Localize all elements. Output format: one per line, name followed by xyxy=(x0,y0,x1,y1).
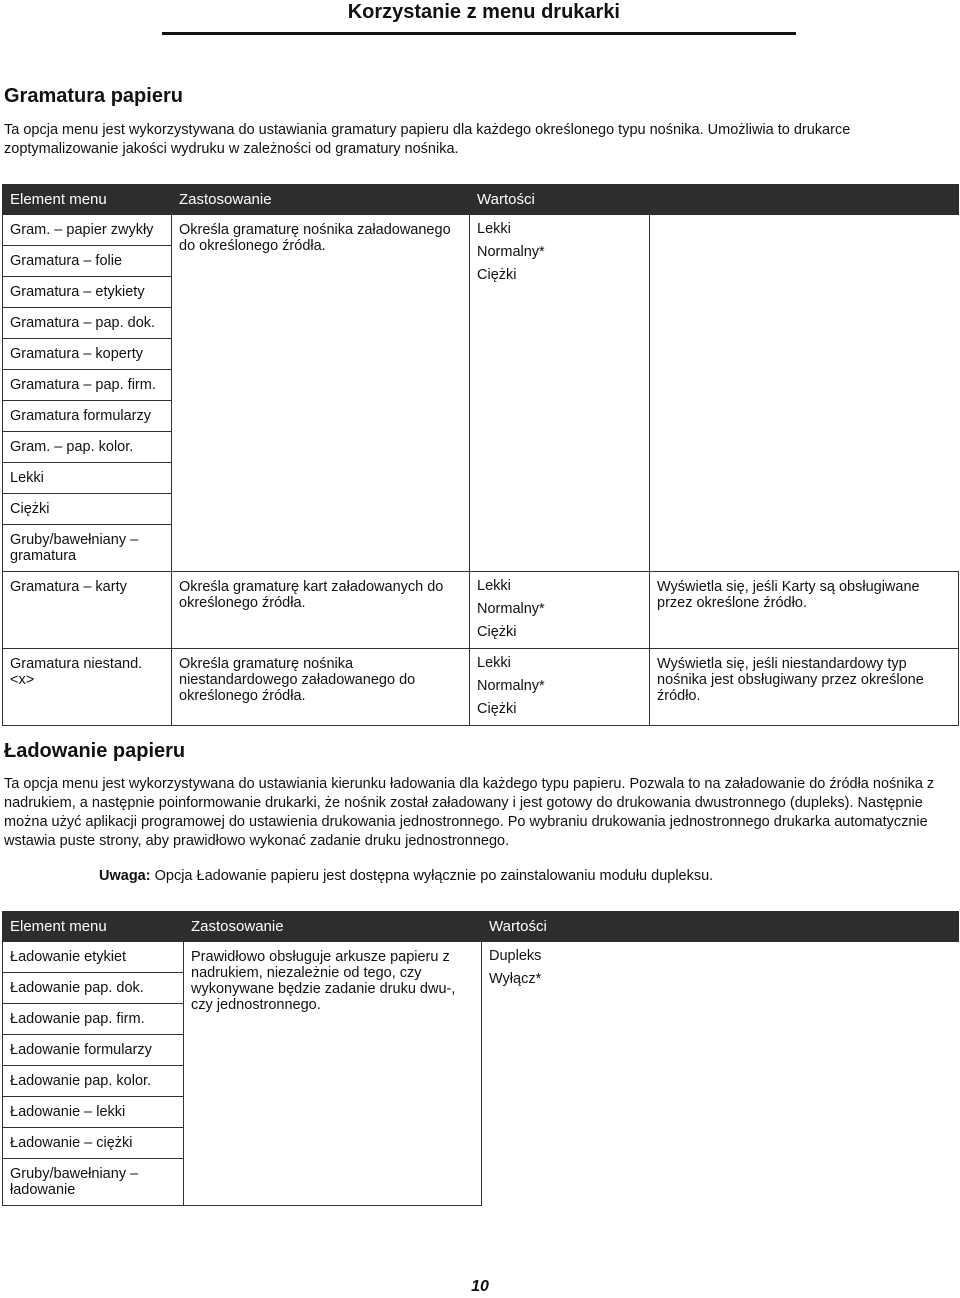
note-cell: Wyświetla się, jeśli Karty są obsługiwane przez określone źródło. xyxy=(650,572,959,649)
menu-item-cell: Gramatura formularzy xyxy=(3,401,172,432)
value-option: Lekki xyxy=(477,221,511,237)
menu-item-cell: Gramatura niestand. <x> xyxy=(3,649,172,726)
value-option: Normalny* xyxy=(477,678,545,694)
menu-item-cell: Ładowanie pap. dok. xyxy=(3,973,184,1004)
values-cell xyxy=(482,942,959,1206)
menu-item-cell: Ciężki xyxy=(3,494,172,525)
note xyxy=(99,867,713,886)
note-text: Opcja Ładowanie papieru jest dostępna wyłącznie po zainstalowaniu modułu dupleksu. xyxy=(154,868,714,884)
menu-item-cell: Ładowanie formularzy xyxy=(3,1035,184,1066)
column-header: Wartości xyxy=(482,912,959,942)
page-number: 10 xyxy=(471,1278,489,1295)
usage-cell: Prawidłowo obsługuje arkusze papieru z nadrukiem, niezależnie od tego, czy wykonywane będzie zadanie druku dwu-, czy jednostronnego. xyxy=(184,942,482,1206)
menu-item-cell: Gruby/bawełniany – ładowanie xyxy=(3,1159,184,1206)
column-header: Element menu xyxy=(3,912,184,942)
header-rule xyxy=(162,32,796,35)
menu-item-cell: Gramatura – pap. firm. xyxy=(3,370,172,401)
section-intro-gramatura: Ta opcja menu jest wykorzystywana do ustawiania gramatury papieru dla każdego określonego typu nośnika. Umożliwia to drukarce zoptymalizowanie jakości wydruku w zależności od gramatury nośnika. xyxy=(4,122,851,157)
menu-item-cell: Ładowanie pap. kolor. xyxy=(3,1066,184,1097)
section-title-gramatura: Gramatura papieru xyxy=(4,85,183,107)
value-option: Normalny* xyxy=(477,601,545,617)
menu-item-cell: Gramatura – karty xyxy=(3,572,172,649)
table-row xyxy=(3,649,959,726)
page-header-title: Korzystanie z menu drukarki xyxy=(347,1,620,23)
menu-item-cell: Ładowanie etykiet xyxy=(3,942,184,973)
menu-item-cell: Gruby/bawełniany – gramatura xyxy=(3,525,172,572)
menu-item-cell: Gramatura – koperty xyxy=(3,339,172,370)
usage-cell: Określa gramaturę nośnika niestandardowego załadowanego do określonego źródła. xyxy=(172,649,470,726)
table-row xyxy=(3,572,959,649)
note-label: Uwaga: xyxy=(99,868,151,884)
menu-item-cell: Gram. – pap. kolor. xyxy=(3,432,172,463)
column-header: Element menu xyxy=(3,185,172,215)
value-option: Normalny* xyxy=(477,244,545,260)
menu-item-cell: Gramatura – folie xyxy=(3,246,172,277)
section-title-ladowanie: Ładowanie papieru xyxy=(4,740,186,762)
value-option: Ciężki xyxy=(477,701,517,717)
column-header: Wartości xyxy=(470,185,959,215)
table-row xyxy=(3,215,959,246)
note-cell: Wyświetla się, jeśli niestandardowy typ nośnika jest obsługiwany przez określone źródło. xyxy=(650,649,959,726)
menu-item-cell: Gramatura – pap. dok. xyxy=(3,308,172,339)
value-option: Lekki xyxy=(477,578,511,594)
values-cell xyxy=(470,215,650,572)
column-header: Zastosowanie xyxy=(184,912,482,942)
value-option: Ciężki xyxy=(477,624,517,640)
table-row xyxy=(3,942,959,973)
value-option: Dupleks xyxy=(489,948,542,964)
gramatura-table xyxy=(2,184,959,726)
value-option: Wyłącz* xyxy=(489,971,542,987)
menu-item-cell: Ładowanie – lekki xyxy=(3,1097,184,1128)
values-cell xyxy=(470,572,650,649)
column-header: Zastosowanie xyxy=(172,185,470,215)
table-header-row xyxy=(3,185,959,215)
menu-item-cell: Gram. – papier zwykły xyxy=(3,215,172,246)
menu-item-cell: Gramatura – etykiety xyxy=(3,277,172,308)
menu-item-cell: Ładowanie – ciężki xyxy=(3,1128,184,1159)
table-header-row xyxy=(3,912,959,942)
values-cell xyxy=(470,649,650,726)
ladowanie-table xyxy=(2,911,959,1206)
value-option: Lekki xyxy=(477,655,511,671)
menu-item-cell: Lekki xyxy=(3,463,172,494)
value-option: Ciężki xyxy=(477,267,517,283)
usage-cell: Określa gramaturę nośnika załadowanego do określonego źródła. xyxy=(172,215,470,572)
usage-cell: Określa gramaturę kart załadowanych do określonego źródła. xyxy=(172,572,470,649)
section-intro-ladowanie: Ta opcja menu jest wykorzystywana do ustawiania kierunku ładowania dla każdego typu papieru. Pozwala to na załadowanie do źródła nośnika z nadrukiem, a następnie poinformowanie drukarki, że nośnik został załadowany i jest gotowy do drukowania dwustronnego (dupleks). Następnie można użyć aplikacji programowej do ustawienia drukowania jednostronnego. Po wybraniu drukowania jednostronnego drukarka automatycznie wstawia puste strony, aby prawidłowo wykonać zadanie druku jednostronnego. xyxy=(4,776,935,849)
empty-cell xyxy=(650,215,959,572)
menu-item-cell: Ładowanie pap. firm. xyxy=(3,1004,184,1035)
